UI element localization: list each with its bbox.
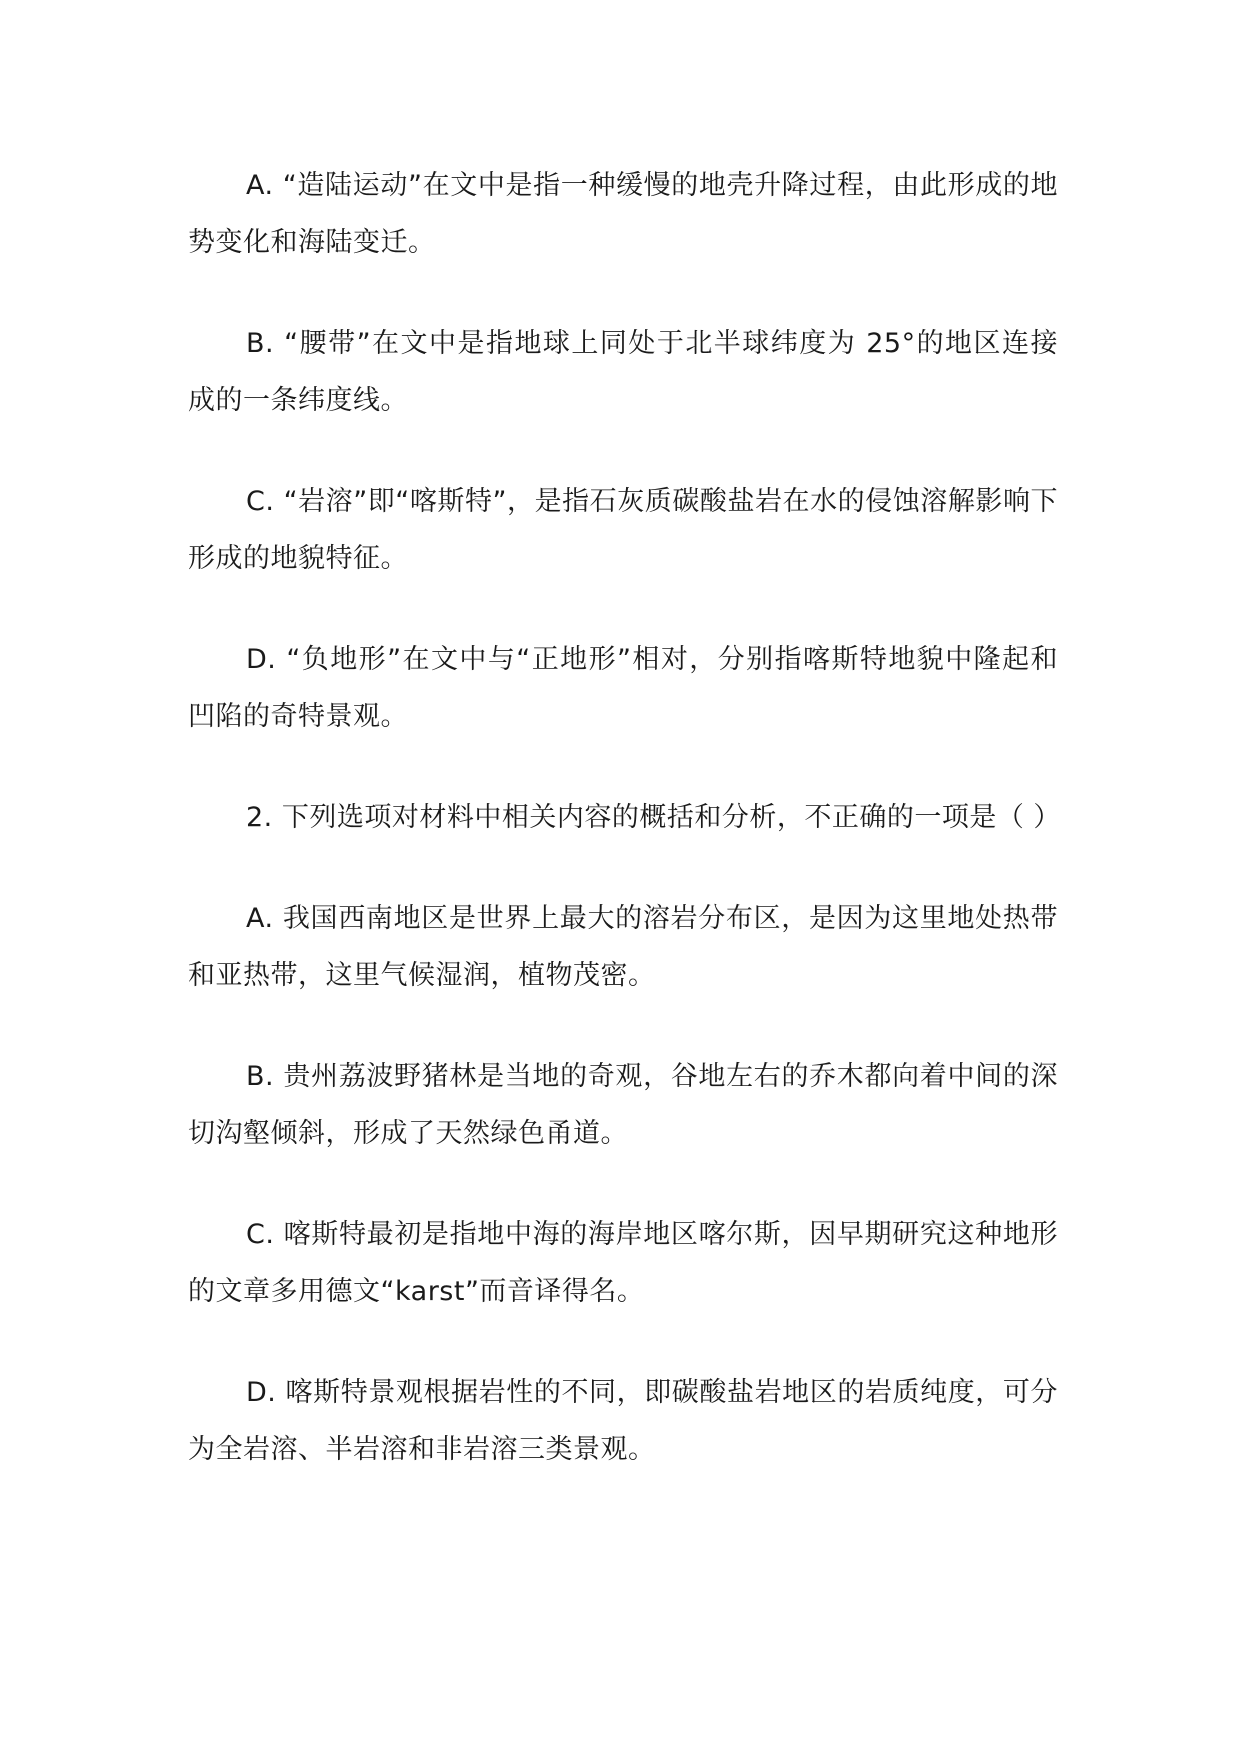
question-1-option-a: A. “造陆运动”在文中是指一种缓慢的地壳升降过程，由此形成的地势变化和海陆变迁。 — [188, 170, 1058, 258]
question-2-stem: 2. 下列选项对材料中相关内容的概括和分析，不正确的一项是（ ） — [246, 802, 1061, 833]
document-body — [188, 157, 1061, 1522]
question-2-option-a: A. 我国西南地区是世界上最大的溶岩分布区，是因为这里地处热带和亚热带，这里气候湿润，植物茂密。 — [188, 903, 1058, 991]
question-2-option-c: C. 喀斯特最初是指地中海的海岸地区喀尔斯，因早期研究这种地形的文章多用德文“karst”而音译得名。 — [188, 1219, 1058, 1307]
question-1-option-d: D. “负地形”在文中与“正地形”相对，分别指喀斯特地貌中隆起和凹陷的奇特景观。 — [188, 644, 1058, 732]
question-1-option-b: B. “腰带”在文中是指地球上同处于北半球纬度为 25°的地区连接成的一条纬度线。 — [188, 328, 1058, 416]
question-2-option-d: D. 喀斯特景观根据岩性的不同，即碳酸盐岩地区的岩质纯度，可分为全岩溶、半岩溶和非岩溶三类景观。 — [188, 1377, 1058, 1465]
question-2-option-b: B. 贵州荔波野猪林是当地的奇观，谷地左右的乔木都向着中间的深切沟壑倾斜，形成了天然绿色甬道。 — [188, 1061, 1058, 1149]
question-1-option-c: C. “岩溶”即“喀斯特”，是指石灰质碳酸盐岩在水的侵蚀溶解影响下形成的地貌特征。 — [188, 486, 1058, 574]
